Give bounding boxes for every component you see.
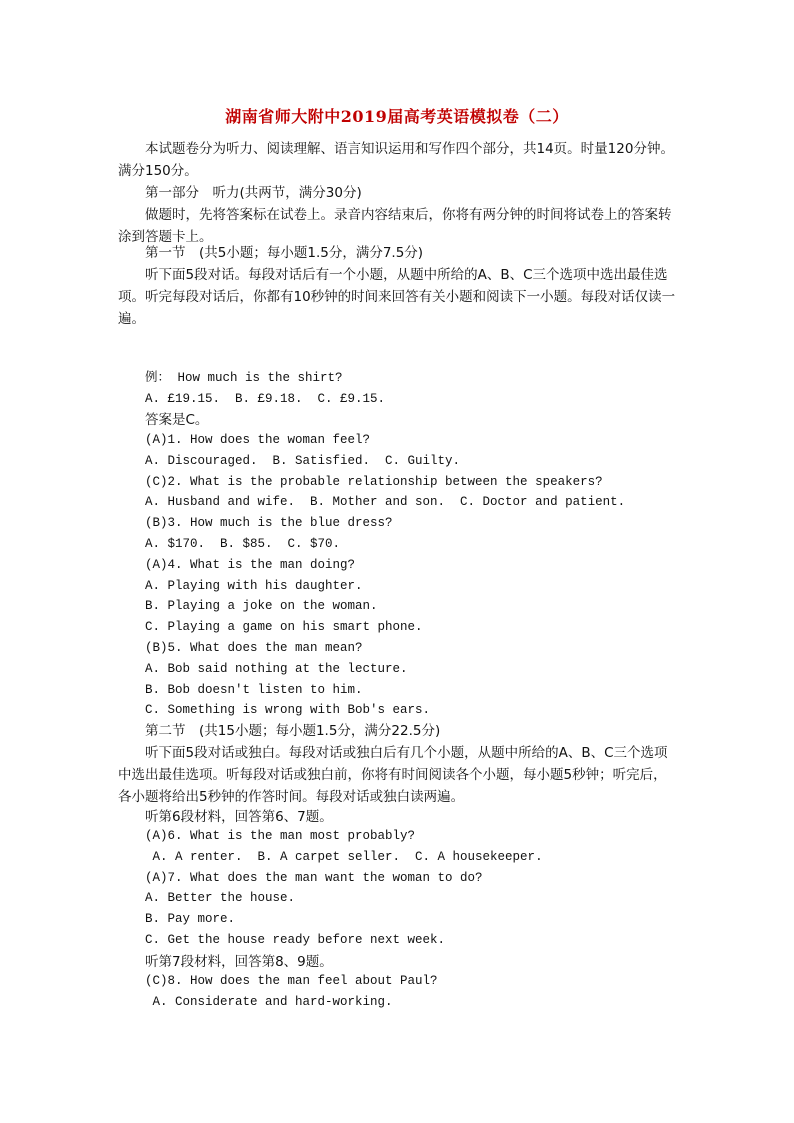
section-one-instructions: 听下面5段对话。每段对话后有一个小题，从题中所给的A、B、C三个选项中选出最佳选项。听完每段对话后，你都有10秒钟的时间来回答有关小题和阅读下一小题。每段对话仅读一遍。 xyxy=(118,267,676,327)
option-line: A. Playing with his daughter. xyxy=(145,578,363,593)
intro-paragraph: 本试题卷分为听力、阅读理解、语言知识运用和写作四个部分，共14页。时量120分钟。满分150分。 xyxy=(118,141,674,179)
options-line: A. $170. B. $85. C. $70. xyxy=(145,536,341,551)
question-line: (A)4. What is the man doing? xyxy=(145,557,356,572)
section-one-questions xyxy=(118,430,678,721)
material-six-heading: 听第6段材料，回答第6、7题。 xyxy=(145,809,333,825)
question-line: (C)8. How does the man feel about Paul? xyxy=(145,974,438,988)
question-line: (B)5. What does the man mean? xyxy=(145,640,363,655)
example-answer: 答案是C。 xyxy=(145,411,209,428)
example-block xyxy=(118,368,678,431)
section-two-heading: 第二节 (共15小题；每小题1.5分，满分22.5分) xyxy=(145,723,441,739)
instruction-paragraph: 做题时，先将答案标在试卷上。录音内容结束后，你将有两分钟的时间将试卷上的答案转涂到答题卡上。 xyxy=(118,207,672,245)
option-line: C. Something is wrong with Bob's ears. xyxy=(145,703,431,718)
section-two-questions-b xyxy=(118,971,678,1013)
section-two-instructions: 听下面5段对话或独白。每段对话或独白后有几个小题，从题中所给的A、B、C三个选项中选出最佳选项。听每段对话或独白前，你将有时间阅读各个小题，每小题5秒钟；听完后，各小题将给出5秒钟的作答时间。每段对话或独白读两遍。 xyxy=(118,745,668,805)
option-line: C. Get the house ready before next week. xyxy=(145,932,446,947)
options-line: A. Discouraged. B. Satisfied. C. Guilty. xyxy=(145,453,461,468)
material-seven-heading: 听第7段材料，回答第8、9题。 xyxy=(145,954,333,970)
option-line: C. Playing a game on his smart phone. xyxy=(145,620,423,635)
example-options: A. £19.15. B. £9.18. C. £9.15. xyxy=(145,391,386,406)
option-line: B. Playing a joke on the woman. xyxy=(145,599,378,614)
example-question: 例： How much is the shirt? xyxy=(145,371,343,385)
part-one-heading: 第一部分 听力(共两节，满分30分) xyxy=(145,185,362,201)
question-line: (A)6. What is the man most probably? xyxy=(145,829,416,843)
option-line: A. Considerate and hard-working. xyxy=(145,994,393,1009)
section-two-questions-a xyxy=(118,826,678,951)
question-line: (B)3. How much is the blue dress? xyxy=(145,516,393,531)
options-line: A. A renter. B. A carpet seller. C. A housekeeper. xyxy=(145,849,543,864)
option-line: A. Bob said nothing at the lecture. xyxy=(145,661,408,676)
section-one-heading: 第一节 (共5小题；每小题1.5分，满分7.5分) xyxy=(145,245,424,261)
option-line: B. Bob doesn't listen to him. xyxy=(145,682,363,697)
page-title: 湖南省师大附中2019届高考英语模拟卷（二） xyxy=(225,107,569,126)
option-line: A. Better the house. xyxy=(145,891,296,906)
question-line: (C)2. What is the probable relationship between the speakers? xyxy=(145,474,603,489)
option-line: B. Pay more. xyxy=(145,912,236,927)
question-line: (A)1. How does the woman feel? xyxy=(145,433,371,447)
options-line: A. Husband and wife. B. Mother and son. C. Doctor and patient. xyxy=(145,495,626,510)
question-line: (A)7. What does the man want the woman to do? xyxy=(145,870,483,885)
